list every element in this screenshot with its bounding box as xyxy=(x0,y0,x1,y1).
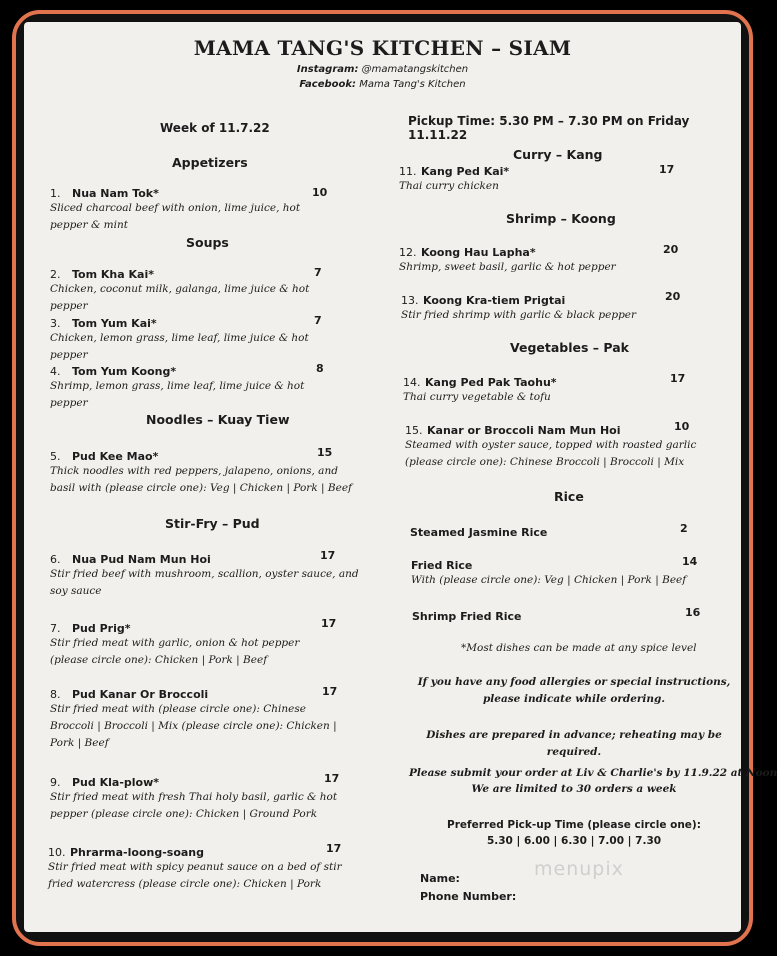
item-price: 20 xyxy=(665,290,681,303)
spice-note: *Most dishes can be made at any spice level xyxy=(461,642,697,654)
section-curry: Curry – Kang xyxy=(513,147,603,162)
item-desc: Stir fried beef with mushroom, scallion, oyster sauce, and soy sauce xyxy=(50,568,359,597)
item-name: Tom Yum Kai* xyxy=(72,317,157,330)
menu-item: 8. Pud Kanar Or Broccoli Stir fried meat with (please circle one): Chinese Broccoli | Broccoli | Mix (please circle one): Chicken | Pork | Beef xyxy=(50,688,350,752)
preferred-time-label: Preferred Pick-up Time (please circle one): xyxy=(447,819,701,831)
facebook-page: Mama Tang's Kitchen xyxy=(359,79,466,90)
item-name: Nua Pud Nam Mun Hoi xyxy=(72,553,211,566)
menu-item xyxy=(412,610,522,623)
item-name: Koong Kra-tiem Prigtai xyxy=(423,294,566,307)
menu-item: 11. Kang Ped Kai* Thai curry chicken xyxy=(399,165,649,195)
item-name: Pud Prig* xyxy=(72,622,131,635)
menu-item: 14. Kang Ped Pak Taohu* Thai curry vegetable & tofu xyxy=(403,376,643,406)
menu-item: 4. Tom Yum Koong* Shrimp, lemon grass, lime leaf, lime juice & hot pepper xyxy=(50,365,345,412)
instagram-label: Instagram: xyxy=(296,64,359,75)
pickup-time: Pickup Time: 5.30 PM – 7.30 PM on Friday 11.11.22 xyxy=(408,114,690,142)
allergy-note: If you have any food allergies or special instructions, please indicate while ordering. xyxy=(417,676,731,705)
menu-item: 13. Koong Kra-tiem Prigtai Stir fried shrimp with garlic & black pepper xyxy=(401,294,661,324)
facebook-label: Facebook: xyxy=(299,79,357,90)
item-name: Koong Hau Lapha* xyxy=(421,246,536,259)
item-desc: With (please circle one): Veg | Chicken | Pork | Beef xyxy=(411,574,687,586)
week-label: Week of 11.7.22 xyxy=(160,121,270,135)
item-name: Kanar or Broccoli Nam Mun Hoi xyxy=(427,424,621,437)
item-price: 7 xyxy=(314,314,322,327)
section-rice: Rice xyxy=(554,489,584,504)
name-field-label: Name: xyxy=(420,872,460,885)
menu-item: 9. Pud Kla-plow* Stir fried meat with fresh Thai holy basil, garlic & hot pepper (please circle one): Chicken | Ground Pork xyxy=(50,776,375,823)
phone-field-label: Phone Number: xyxy=(420,890,517,903)
item-price: 17 xyxy=(659,163,675,176)
menu-sheet xyxy=(24,22,777,932)
item-desc: Shrimp, sweet basil, garlic & hot pepper xyxy=(399,261,616,273)
section-stirfry: Stir-Fry – Pud xyxy=(165,516,260,531)
section-vegetables: Vegetables – Pak xyxy=(510,340,629,355)
facebook-line xyxy=(24,79,741,90)
item-name: Tom Yum Koong* xyxy=(72,365,177,378)
item-price: 17 xyxy=(322,685,338,698)
item-price: 8 xyxy=(316,362,324,375)
item-name: Pud Kee Mao* xyxy=(72,450,159,463)
item-price: 17 xyxy=(670,372,686,385)
item-name: Kang Ped Pak Taohu* xyxy=(425,376,557,389)
item-price: 7 xyxy=(314,266,322,279)
item-desc: Stir fried shrimp with garlic & black pepper xyxy=(401,309,637,321)
item-desc: Stir fried meat with (please circle one): Chinese Broccoli | Broccoli | Mix (please circle one): Chicken | Pork | Beef xyxy=(50,703,337,749)
menu-item xyxy=(410,526,547,539)
item-price: 14 xyxy=(682,555,698,568)
item-price: 10 xyxy=(674,420,690,433)
item-desc: Sliced charcoal beef with onion, lime juice, hot pepper & mint xyxy=(50,202,301,231)
item-price: 15 xyxy=(317,446,333,459)
instagram-line xyxy=(24,64,741,75)
item-price: 20 xyxy=(663,243,679,256)
submit-note: Please submit your order at Liv & Charlie's by 11.9.22 at Noon xyxy=(409,767,777,779)
item-name: Steamed Jasmine Rice xyxy=(410,526,548,539)
menu-item: 2. Tom Kha Kai* Chicken, coconut milk, galanga, lime juice & hot pepper xyxy=(50,268,340,315)
item-desc: Stir fried meat with spicy peanut sauce on a bed of stir fried watercress (please circle one): Chicken | Pork xyxy=(48,861,342,890)
item-name: Phrarma-loong-soang xyxy=(70,846,205,859)
section-shrimp: Shrimp – Koong xyxy=(506,211,616,226)
menu-item: 15. Kanar or Broccoli Nam Mun Hoi Steamed with oyster sauce, topped with roasted garlic (please circle one): Chinese Broccoli | Broccoli | Mix xyxy=(405,424,705,471)
item-name: Kang Ped Kai* xyxy=(421,165,510,178)
item-desc: Thai curry vegetable & tofu xyxy=(403,391,551,403)
instagram-handle: @mamatangskitchen xyxy=(361,64,469,75)
item-desc: Steamed with oyster sauce, topped with roasted garlic (please circle one): Chinese Broccoli | Broccoli | Mix xyxy=(405,439,697,468)
menu-item xyxy=(411,559,711,589)
item-price: 2 xyxy=(680,522,688,535)
menu-item: 10. Phrarma-loong-soang Stir fried meat with spicy peanut sauce on a bed of stir fried watercress (please circle one): Chicken | Pork xyxy=(48,846,353,893)
item-name: Pud Kla-plow* xyxy=(72,776,159,789)
item-price: 16 xyxy=(685,606,701,619)
item-desc: Thick noodles with red peppers, jalapeno, onions, and basil with (please circle one): Veg | Chicken | Pork | Beef xyxy=(50,465,352,494)
item-desc: Stir fried meat with garlic, onion & hot pepper (please circle one): Chicken | Pork | Beef xyxy=(50,637,300,666)
menu-item: 5. Pud Kee Mao* Thick noodles with red peppers, jalapeno, onions, and basil with (please circle one): Veg | Chicken | Pork | Beef xyxy=(50,450,355,497)
advance-note: Dishes are prepared in advance; reheating may be required. xyxy=(426,729,722,758)
watermark: menupix xyxy=(534,858,624,880)
section-soups: Soups xyxy=(186,235,229,250)
item-price: 10 xyxy=(312,186,328,199)
item-price: 17 xyxy=(320,549,336,562)
menu-item: 7. Pud Prig* Stir fried meat with garlic, onion & hot pepper (please circle one): Chicken | Pork | Beef xyxy=(50,622,325,669)
item-desc: Thai curry chicken xyxy=(399,180,499,192)
item-price: 17 xyxy=(321,617,337,630)
section-appetizers: Appetizers xyxy=(172,155,248,170)
item-name: Pud Kanar Or Broccoli xyxy=(72,688,209,701)
menu-item: 1. Nua Nam Tok* Sliced charcoal beef with onion, lime juice, hot pepper & mint xyxy=(50,187,325,234)
item-name: Nua Nam Tok* xyxy=(72,187,159,200)
menu-title: MAMA TANG'S KITCHEN – SIAM xyxy=(193,36,572,60)
item-name: Shrimp Fried Rice xyxy=(412,610,522,623)
menu-item: 12. Koong Hau Lapha* Shrimp, sweet basil, garlic & hot pepper xyxy=(399,246,659,276)
menu-item: 3. Tom Yum Kai* Chicken, lemon grass, lime leaf, lime juice & hot pepper xyxy=(50,317,345,364)
menu-item: 6. Nua Pud Nam Mun Hoi Stir fried beef with mushroom, scallion, oyster sauce, and soy sauce xyxy=(50,553,370,600)
section-noodles: Noodles – Kuay Tiew xyxy=(146,412,290,427)
item-price: 17 xyxy=(326,842,342,855)
limit-note: We are limited to 30 orders a week xyxy=(471,783,677,795)
item-desc: Chicken, coconut milk, galanga, lime juice & hot pepper xyxy=(50,283,310,312)
item-price: 17 xyxy=(324,772,340,785)
item-desc: Chicken, lemon grass, lime leaf, lime juice & hot pepper xyxy=(50,332,309,361)
pickup-time-options: 5.30 | 6.00 | 6.30 | 7.00 | 7.30 xyxy=(486,835,662,847)
item-name: Tom Kha Kai* xyxy=(72,268,154,281)
item-name: Fried Rice xyxy=(411,559,473,572)
item-desc: Shrimp, lemon grass, lime leaf, lime juice & hot pepper xyxy=(50,380,305,409)
item-desc: Stir fried meat with fresh Thai holy basil, garlic & hot pepper (please circle one): Chicken | Ground Pork xyxy=(50,791,338,820)
